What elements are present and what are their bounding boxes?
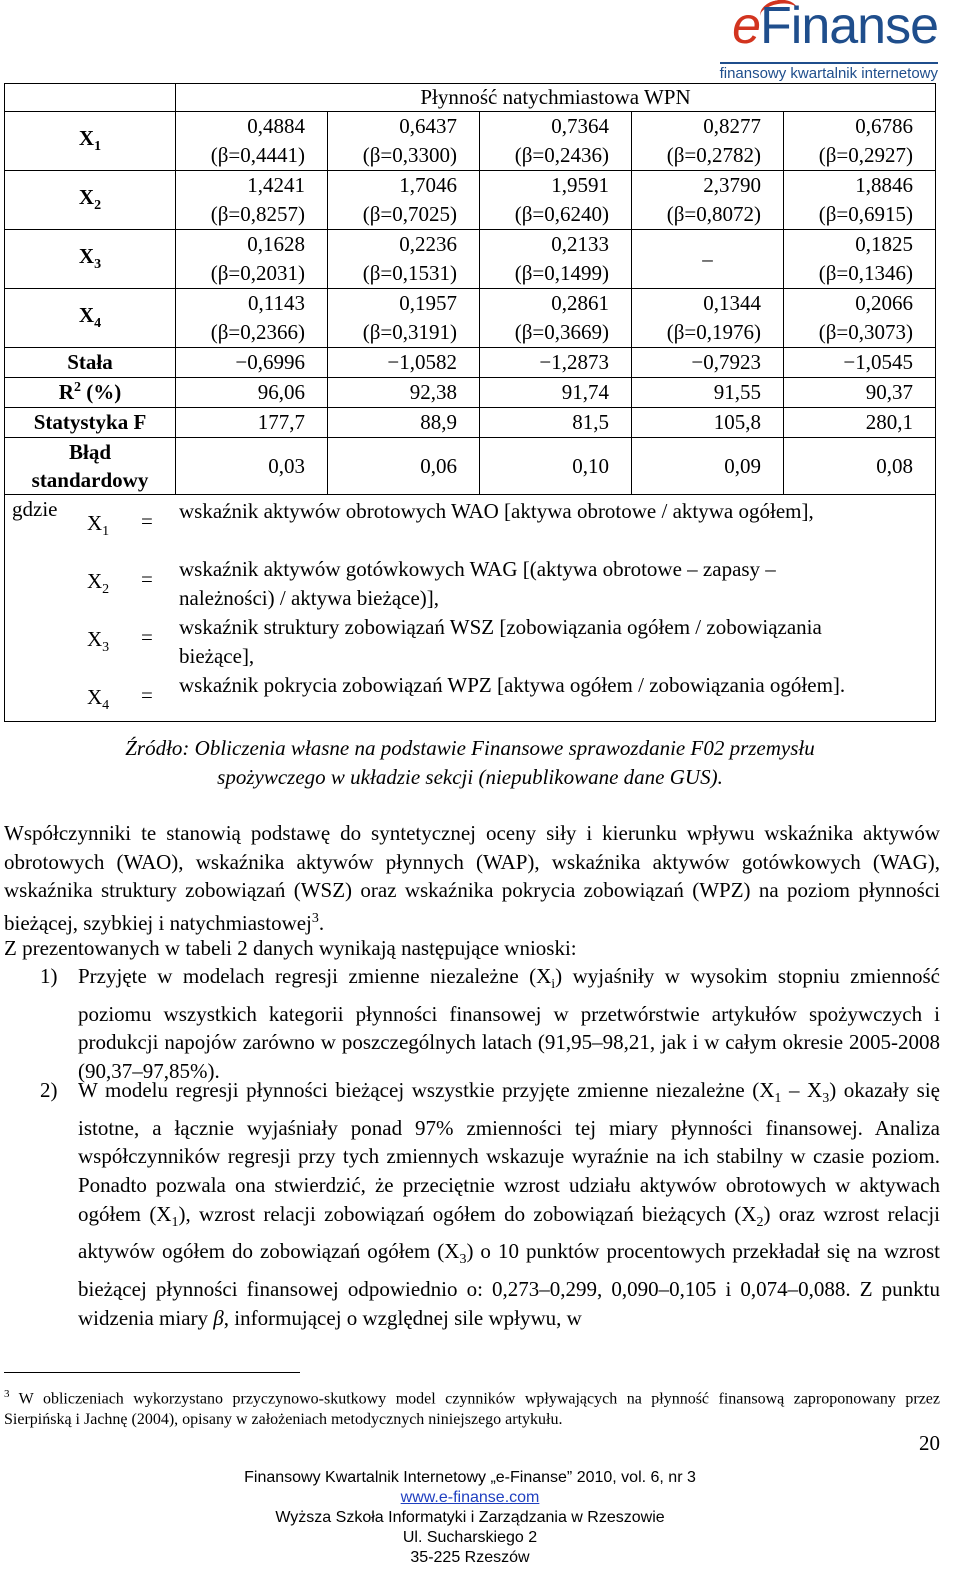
- legend-var: $X_1$: [87, 511, 110, 540]
- row-label-x2: $X_2$: [5, 171, 176, 230]
- table-row: [5, 171, 936, 230]
- table-cell: −1,2873: [480, 348, 632, 378]
- footer-journal: Finansowy Kwartalnik Internetowy „e-Finanse” 2010, vol. 6, nr 3: [244, 1469, 696, 1486]
- row-label-constant: Stała: [5, 348, 176, 378]
- table-cell: 2,3790 (β=0,8072): [632, 171, 784, 230]
- table-cell: 0,2066 (β=0,3073): [784, 289, 936, 348]
- legend-eq: =: [141, 683, 153, 707]
- legend-text: wskaźnik pokrycia zobowiązań WPZ [aktywa ogółem / zobowiązania ogółem].: [179, 673, 846, 697]
- table-cell: −1,0545: [784, 348, 936, 378]
- regression-table: [4, 83, 936, 722]
- table-cell: 1,8846 (β=0,6915): [784, 171, 936, 230]
- row-label-x3: $X_3$: [5, 230, 176, 289]
- legend-intro: gdzie: [12, 497, 58, 521]
- table-cell: −0,6996: [176, 348, 328, 378]
- table-cell: 0,09: [632, 438, 784, 495]
- table-cell: 0,8277 (β=0,2782): [632, 112, 784, 171]
- legend-text: wskaźnik aktywów gotówkowych WAG [(aktywa obrotowe – zapasy – należności) / aktywa bieżące)],: [179, 557, 776, 610]
- table-cell: 0,1344 (β=0,1976): [632, 289, 784, 348]
- legend-var: $X_2$: [87, 569, 110, 598]
- logo-wordmark: eFinanse: [732, 0, 938, 55]
- list-number: 2): [40, 1078, 58, 1102]
- efinanse-logo: [698, 2, 938, 82]
- table-cell: 105,8: [632, 408, 784, 438]
- row-label-x4: $X_4$: [5, 289, 176, 348]
- footer-website-link[interactable]: www.e-finanse.com: [400, 1489, 540, 1506]
- legend-text: wskaźnik struktury zobowiązań WSZ [zobowiązania ogółem / zobowiązania bieżące],: [179, 615, 822, 668]
- table-cell: −0,7923: [632, 348, 784, 378]
- table-row: [5, 289, 936, 348]
- row-label-r2: $R^2$ (%): [5, 378, 176, 408]
- table-corner: [5, 84, 176, 112]
- table-cell: 0,2861 (β=0,3669): [480, 289, 632, 348]
- table-source: Źródło: Obliczenia własne na podstawie Finansowe sprawozdanie F02 przemysłu spożywczego w układzie sekcji (niepublikowane dane GUS).: [125, 736, 815, 789]
- table-cell: 0,03: [176, 438, 328, 495]
- table-cell: 0,08: [784, 438, 936, 495]
- list-text: Przyjęte w modelach regresji zmienne niezależne $(X_i)$ wyjaśniły w wysokim stopniu zmienność poziomu wszystkich kategorii płynności finansowej w przetwórstwie artykułów spożywczych i produkcji napojów zarówno w poszczególnych latach (91,95–98,21, jak i w całym okresie 2005-2008 (90,37–97,85%).: [78, 964, 940, 1083]
- table-cell: 92,38: [328, 378, 480, 408]
- table-cell: 0,1628 (β=0,2031): [176, 230, 328, 289]
- table-cell: 88,9: [328, 408, 480, 438]
- paragraph: Współczynniki te stanowią podstawę do syntetycznej oceny siły i kierunku wpływu wskaźnika aktywów obrotowych (WAO), wskaźnika aktywów płynnych (WAP), wskaźnika aktywów gotówkowych (WAG), wskaźnika struktury zobowiązań (WSZ) oraz wskaźnika pokrycia zobowiązań (WPZ) na poziom płynności bieżącej, szybkiej i natychmiastowej$^3$.: [4, 821, 940, 935]
- table-row-stderr: [5, 438, 936, 495]
- table-cell: 0,6437 (β=0,3300): [328, 112, 480, 171]
- table-cell: 81,5: [480, 408, 632, 438]
- legend-text: wskaźnik aktywów obrotowych WAO [aktywa obrotowe / aktywa ogółem],: [179, 499, 814, 523]
- footer-city: 35-225 Rzeszów: [410, 1549, 530, 1566]
- footnote: $^3$ W obliczeniach wykorzystano przyczynowo-skutkowy model czynników wpływających na płynność finansową zaproponowany przez Sierpińską i Jachnę (2004), opisany w założeniach metodycznych niniejszego artykułu.: [4, 1388, 940, 1429]
- footer-link-wrap: [0, 1488, 940, 1508]
- row-label-x1: $X_1$: [5, 112, 176, 171]
- table-cell: 0,2133 (β=0,1499): [480, 230, 632, 289]
- table-row-constant: [5, 348, 936, 378]
- paragraph: Z prezentowanych w tabeli 2 danych wynikają następujące wnioski:: [4, 936, 577, 960]
- table-cell: 0,1825 (β=0,1346): [784, 230, 936, 289]
- legend-eq: =: [141, 625, 153, 649]
- table-cell: 91,74: [480, 378, 632, 408]
- page-number: 20: [919, 1431, 940, 1455]
- table-cell: 0,10: [480, 438, 632, 495]
- variable-legend: [5, 495, 936, 722]
- logo-tagline: finansowy kwartalnik internetowy: [720, 62, 938, 82]
- table-cell: 0,6786 (β=0,2927): [784, 112, 936, 171]
- table-cell: 0,06: [328, 438, 480, 495]
- legend-eq: =: [141, 567, 153, 591]
- legend-eq: =: [141, 509, 153, 533]
- list-text: W modelu regresji płynności bieżącej wszystkie przyjęte zmienne niezależne $(X_1 - X_3)$ okazały się istotne, a łącznie wyjaśniały ponad 97% zmienności tej miary płynności finansowej. Analiza współczynników regresji przy tych zmiennych wskazuje wyraźnie na ich stabilny w czasie poziom. Ponadto pozwala ona stwierdzić, że przeciętnie wzrost udziału aktywów obrotowych w aktywach ogółem $(X_1)$, wzrost relacji zobowiązań ogółem do zobowiązań bieżących $(X_2)$ oraz wzrost relacji aktywów ogółem do zobowiązań ogółem $(X_3)$ o 10 punktów procentowych przekładał się na wzrost bieżącej płynności finansowej odpowiednio o: 0,273–0,299, 0,090–0,105 i 0,074–0,088. Z punktu widzenia miary β, informującej o względnej sile wpływu, w: [78, 1078, 941, 1330]
- table-cell: 1,7046 (β=0,7025): [328, 171, 480, 230]
- list-number: 1): [40, 964, 58, 988]
- table-cell: 91,55: [632, 378, 784, 408]
- footer-street: Ul. Sucharskiego 2: [402, 1529, 538, 1546]
- footnote-ref[interactable]: 3: [311, 910, 319, 926]
- table-caption: Płynność natychmiastowa WPN: [176, 84, 936, 112]
- row-label-stderr: Błąd standardowy: [5, 438, 176, 495]
- table-cell: 0,1957 (β=0,3191): [328, 289, 480, 348]
- table-cell: 96,06: [176, 378, 328, 408]
- table-row-r2: [5, 378, 936, 408]
- table-cell-empty: –: [632, 230, 784, 289]
- row-label-fstat: Statystyka F: [5, 408, 176, 438]
- table-cell: −1,0582: [328, 348, 480, 378]
- table-cell: 0,4884 (β=0,4441): [176, 112, 328, 171]
- table-cell: 177,7: [176, 408, 328, 438]
- table-row: [5, 230, 936, 289]
- table-cell: 0,2236 (β=0,1531): [328, 230, 480, 289]
- table-row-fstat: [5, 408, 936, 438]
- legend-var: $X_3$: [87, 627, 110, 656]
- footnote-divider: [4, 1372, 300, 1373]
- table-cell: 90,37: [784, 378, 936, 408]
- footer-school: Wyższa Szkoła Informatyki i Zarządzania w Rzeszowie: [275, 1509, 665, 1526]
- table-cell: 280,1: [784, 408, 936, 438]
- table-cell: 0,1143 (β=0,2366): [176, 289, 328, 348]
- table-cell: 1,4241 (β=0,8257): [176, 171, 328, 230]
- legend-var: $X_4$: [87, 685, 110, 714]
- table-row: [5, 112, 936, 171]
- table-cell: 0,7364 (β=0,2436): [480, 112, 632, 171]
- table-cell: 1,9591 (β=0,6240): [480, 171, 632, 230]
